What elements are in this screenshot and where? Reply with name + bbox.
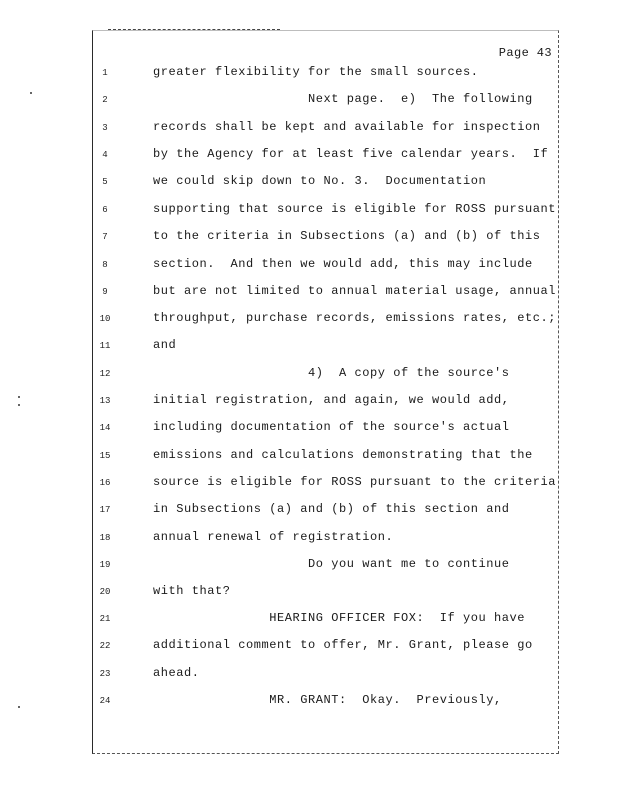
line-number: 10 bbox=[99, 314, 111, 324]
line-text: with that? bbox=[153, 584, 231, 598]
line-text: MR. GRANT: Okay. Previously, bbox=[153, 693, 502, 707]
transcript-line bbox=[0, 338, 618, 358]
transcript-line bbox=[0, 174, 618, 194]
line-text: greater flexibility for the small sources. bbox=[153, 65, 479, 79]
transcript-line bbox=[0, 611, 618, 631]
line-number: 23 bbox=[99, 669, 111, 679]
line-number: 11 bbox=[99, 341, 111, 351]
line-number: 3 bbox=[102, 123, 108, 133]
line-number: 8 bbox=[102, 260, 108, 270]
line-text: additional comment to offer, Mr. Grant, please go bbox=[153, 638, 533, 652]
line-number: 16 bbox=[99, 478, 111, 488]
line-number: 22 bbox=[99, 641, 111, 651]
line-number: 2 bbox=[102, 95, 108, 105]
transcript-line bbox=[0, 65, 618, 85]
line-text: initial registration, and again, we would add, bbox=[153, 393, 510, 407]
line-text: we could skip down to No. 3. Documentation bbox=[153, 174, 487, 188]
line-number: 1 bbox=[102, 68, 108, 78]
transcript-line bbox=[0, 229, 618, 249]
line-number: 20 bbox=[99, 587, 111, 597]
transcript-line bbox=[0, 202, 618, 222]
line-number: 4 bbox=[102, 150, 108, 160]
line-text: by the Agency for at least five calendar years. If bbox=[153, 147, 549, 161]
line-text: source is eligible for ROSS pursuant to the criteria bbox=[153, 475, 557, 489]
line-text: including documentation of the source's actual bbox=[153, 420, 510, 434]
line-text: records shall be kept and available for inspection bbox=[153, 120, 541, 134]
line-text: but are not limited to annual material usage, annual bbox=[153, 284, 557, 298]
transcript-line bbox=[0, 530, 618, 550]
transcript-line bbox=[0, 366, 618, 386]
transcript-line bbox=[0, 257, 618, 277]
line-text: section. And then we would add, this may include bbox=[153, 257, 533, 271]
line-text: Next page. e) The following bbox=[153, 92, 533, 106]
line-number: 5 bbox=[102, 177, 108, 187]
transcript-line bbox=[0, 393, 618, 413]
line-number: 18 bbox=[99, 533, 111, 543]
line-text: HEARING OFFICER FOX: If you have bbox=[153, 611, 526, 625]
transcript-line bbox=[0, 420, 618, 440]
transcript-line bbox=[0, 475, 618, 495]
line-text: supporting that source is eligible for ROSS pursuant bbox=[153, 202, 557, 216]
transcript-line bbox=[0, 311, 618, 331]
line-number: 6 bbox=[102, 205, 108, 215]
line-number: 21 bbox=[99, 614, 111, 624]
transcript-line bbox=[0, 557, 618, 577]
transcript-line bbox=[0, 147, 618, 167]
line-text: ahead. bbox=[153, 666, 200, 680]
transcript-line bbox=[0, 666, 618, 686]
line-number: 9 bbox=[102, 287, 108, 297]
transcript-line bbox=[0, 284, 618, 304]
line-text: throughput, purchase records, emissions rates, etc.; bbox=[153, 311, 557, 325]
line-number: 13 bbox=[99, 396, 111, 406]
line-text: in Subsections (a) and (b) of this section and bbox=[153, 502, 510, 516]
line-number: 19 bbox=[99, 560, 111, 570]
transcript-line bbox=[0, 448, 618, 468]
line-number: 24 bbox=[99, 696, 111, 706]
line-text: Do you want me to continue bbox=[153, 557, 510, 571]
transcript-line bbox=[0, 584, 618, 604]
line-number: 12 bbox=[99, 369, 111, 379]
line-number: 17 bbox=[99, 505, 111, 515]
transcript-line bbox=[0, 638, 618, 658]
line-text: emissions and calculations demonstrating that the bbox=[153, 448, 533, 462]
transcript-line bbox=[0, 120, 618, 140]
line-text: to the criteria in Subsections (a) and (b) of this bbox=[153, 229, 541, 243]
line-number: 15 bbox=[99, 451, 111, 461]
transcript-line bbox=[0, 502, 618, 522]
page-number-label: Page 43 bbox=[498, 46, 552, 60]
line-number: 7 bbox=[102, 232, 108, 242]
line-number: 14 bbox=[99, 423, 111, 433]
line-text: and bbox=[153, 338, 177, 352]
transcript-line bbox=[0, 92, 618, 112]
line-text: annual renewal of registration. bbox=[153, 530, 394, 544]
line-text: 4) A copy of the source's bbox=[153, 366, 510, 380]
transcript-line bbox=[0, 693, 618, 713]
